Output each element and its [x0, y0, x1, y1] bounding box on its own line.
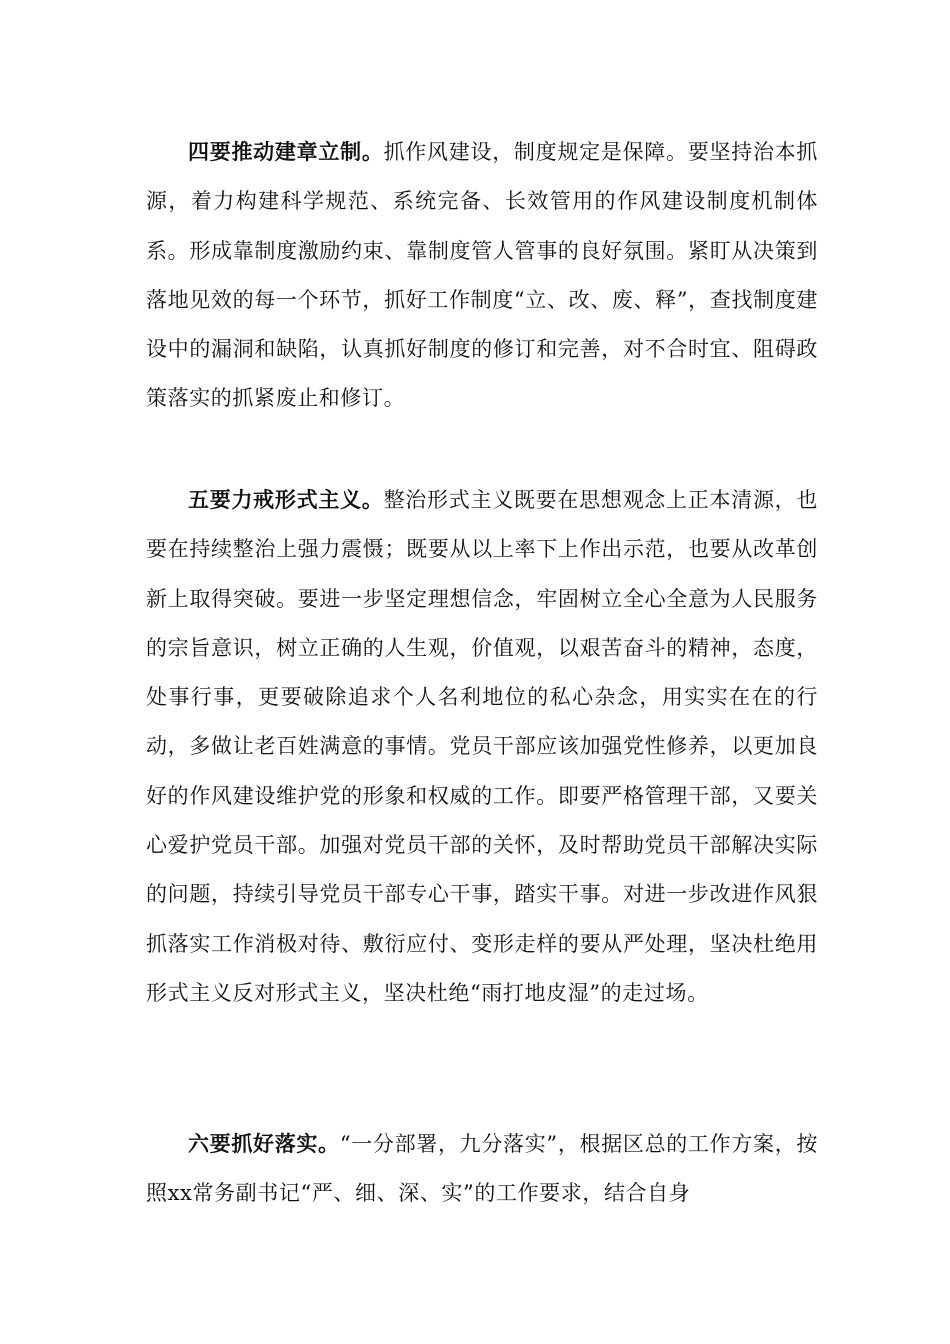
paragraph-four — [146, 127, 818, 424]
paragraph-six — [146, 1119, 818, 1219]
paragraph-four-heading: 四要推动建章立制。 — [188, 139, 384, 164]
paragraph-five-body: 整治形式主义既要在思想观念上正本清源，也要在持续整治上强力震慑；既要从以上率下上作出示范，也要从改革创新上取得突破。要进一步坚定理想信念，牢固树立全心全意为人民服务的宗旨意识，树立正确的人生观，价值观，以艰苦奋斗的精神，态度，处事行事，更要破除追求个人名利地位的私心杂念，用实实在在的行动，多做让老百姓满意的事情。党员干部应该加强党性修养，以更加良好的作风建设维护党的形象和权威的工作。即要严格管理干部，又要关心爱护党员干部。加强对党员干部的关怀，及时帮助党员干部解决实际的问题，持续引导党员干部专心干事，踏实干事。对进一步改进作风狠抓落实工作消极对待、敷衍应付、变形走样的要从严处理，坚决杜绝用形式主义反对形式主义，坚决杜绝“雨打地皮湿”的走过场。 — [146, 488, 818, 1005]
paragraph-six-body: “一分部署，九分落实”，根据区总的工作方案，按照xx常务副书记“严、细、深、实”的工作要求，结合自身 — [146, 1132, 818, 1206]
paragraph-five — [146, 475, 818, 1018]
paragraph-six-heading: 六要抓好落实。 — [188, 1131, 340, 1156]
paragraph-five-heading: 五要力戒形式主义。 — [188, 487, 384, 512]
paragraph-four-body: 抓作风建设，制度规定是保障。要坚持治本抓源，着力构建科学规范、系统完备、长效管用的作风建设制度机制体系。形成靠制度激励约束、靠制度管人管事的良好氛围。紧盯从决策到落地见效的每一个环节，抓好工作制度“立、改、废、释”，查找制度建设中的漏洞和缺陷，认真抓好制度的修订和完善，对不合时宜、阻碍政策落实的抓紧废止和修订。 — [146, 140, 818, 411]
